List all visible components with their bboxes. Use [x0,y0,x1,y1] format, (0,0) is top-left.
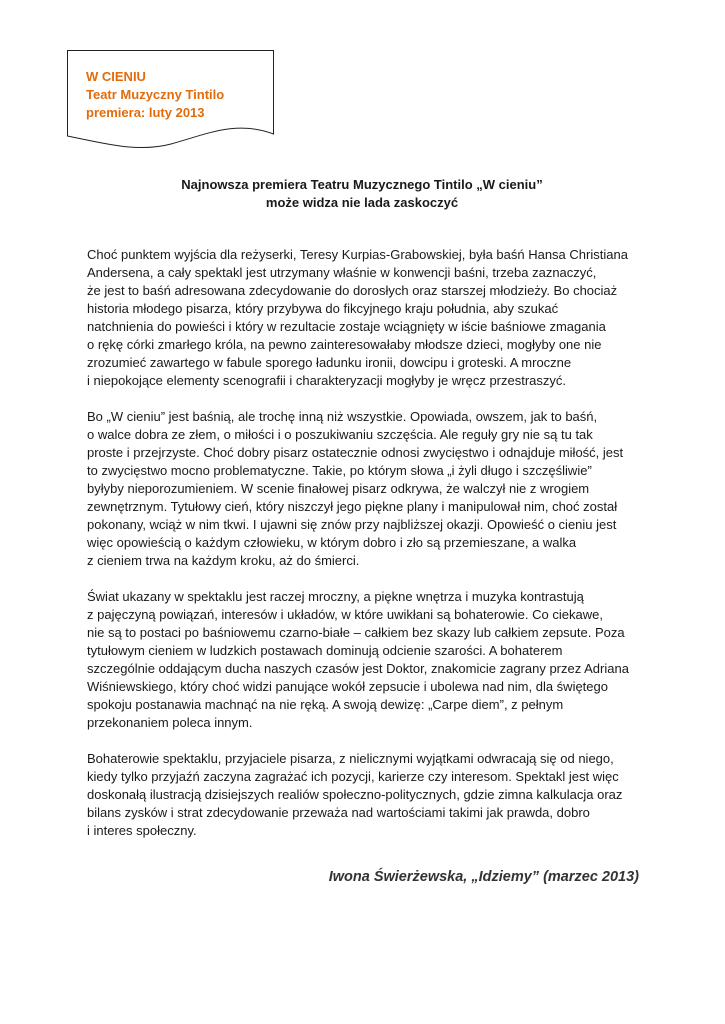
text-line: Wiśniewskiego, który choć widzi panujące wokół zepsucie i ubolewa nad nim, dla świętego [87,679,608,694]
title-card-text [86,68,224,122]
text-line: zewnętrznym. Tytułowy cień, który niszczył jego piękne plany i manipulował nim, choć został [87,499,618,514]
text-line: więc opowieścią o każdym człowieku, w którym dobro i zło są przemieszane, a walka [87,535,577,550]
paragraph [87,408,647,570]
text-line: to zwycięstwo mocno problematyczne. Takie, po którym słowa „i żyli długo i szczęśliwie” [87,463,592,478]
text-line: spokoju postanawia machnąć na nie ręką. A swoją dewizę: „Carpe diem”, z pełnym [87,697,564,712]
text-line: Bohaterowie spektaklu, przyjaciele pisarza, z nielicznymi wyjątkami odwracają się od niego, [87,751,614,766]
text-line: i interes społeczny. [87,823,197,838]
text-line: z pajęczyną powiązań, interesów i układów, w które uwikłani są bohaterowie. Co ciekawe, [87,607,603,622]
text-line: o walce dobra ze złem, o miłości i o poszukiwaniu szczęścia. Ale reguły gry nie są tu tak [87,427,593,442]
text-line: doskonałą ilustracją dzisiejszych realiów społeczno-politycznych, gdzie zimna kalkulacja oraz [87,787,623,802]
text-line: o rękę córki zmarłego króla, na pewno zainteresowałaby młodsze dzieci, mogłyby one nie [87,337,602,352]
text-line: z cieniem trwa na każdym kroku, aż do śmierci. [87,553,360,568]
article-body [87,246,647,858]
theatre-name: Teatr Muzyczny Tintilo [86,87,225,102]
text-line: kiedy tylko przyjaźń zaczyna zagrażać ich pozycji, karierze czy interesom. Spektakl jest więc [87,769,619,784]
text-line: proste i przejrzyste. Choć dobry pisarz ostatecznie odnosi zwycięstwo i odnajduje miłość, jest [87,445,624,460]
text-line: pokonany, wciąż w nim tkwi. I ujawni się znów przy najbliższej okazji. Opowieść o cieniu jest [87,517,617,532]
text-line: natchnienia do powieści i który w rezultacie zostaje wciągnięty w iście baśniowe zmagania [87,319,606,334]
play-title: W CIENIU [86,69,146,84]
paragraph [87,750,647,840]
text-line: byłyby nieporozumieniem. W scenie finałowej pisarz odkrywa, że walczył nie z wrogiem [87,481,590,496]
headline-line: Najnowsza premiera Teatru Muzycznego Tintilo „W cieniu” [181,177,543,192]
paragraph [87,246,647,390]
text-line: bilans zysków i strat zdecydowanie przeważa nad wartościami takimi jak prawda, dobro [87,805,590,820]
text-line: szczególnie oddającym ducha naszych czasów jest Doktor, znakomicie zagrany przez Adriana [87,661,629,676]
headline-line: może widza nie lada zaskoczyć [265,195,459,210]
title-card [67,50,274,150]
text-line: że jest to baśń adresowana zdecydowanie do dorosłych oraz starszej młodzieży. Bo chociaż [87,283,618,298]
paragraph [87,588,647,732]
premiere-date: premiera: luty 2013 [86,105,205,120]
text-line: Bo „W cieniu” jest baśnią, ale trochę inną niż wszystkie. Opowiada, owszem, jak to baśń, [87,409,598,424]
headline [87,176,637,212]
text-line: zrozumieć zawartego w fabule sporego ładunku ironii, dowcipu i groteski. A mroczne [87,355,572,370]
text-line: przekonaniem poleca innym. [87,715,253,730]
signature: Iwona Świerżewska, „Idziemy” (marzec 2013) [328,869,639,885]
text-line: Świat ukazany w spektaklu jest raczej mroczny, a piękne wnętrza i muzyka kontrastują [87,589,584,604]
text-line: Andersena, a cały spektakl jest utrzymany właśnie w konwencji baśni, trzeba zaznaczyć, [87,265,597,280]
text-line: Choć punktem wyjścia dla reżyserki, Teresy Kurpias-Grabowskiej, była baśń Hansa Christiana [87,247,628,262]
text-line: nie są to postaci po baśniowemu czarno-białe – całkiem bez skazy lub całkiem zepsute. Poza [87,625,625,640]
text-line: tytułowym cieniem w ludzkich postawach dominują odcienie szarości. A bohaterem [87,643,563,658]
text-line: historia młodego pisarza, który przybywa do fikcyjnego kraju południa, aby szukać [87,301,559,316]
text-line: i niepokojące elementy scenografii i charakteryzacji mogłyby je wręcz przestraszyć. [87,373,567,388]
